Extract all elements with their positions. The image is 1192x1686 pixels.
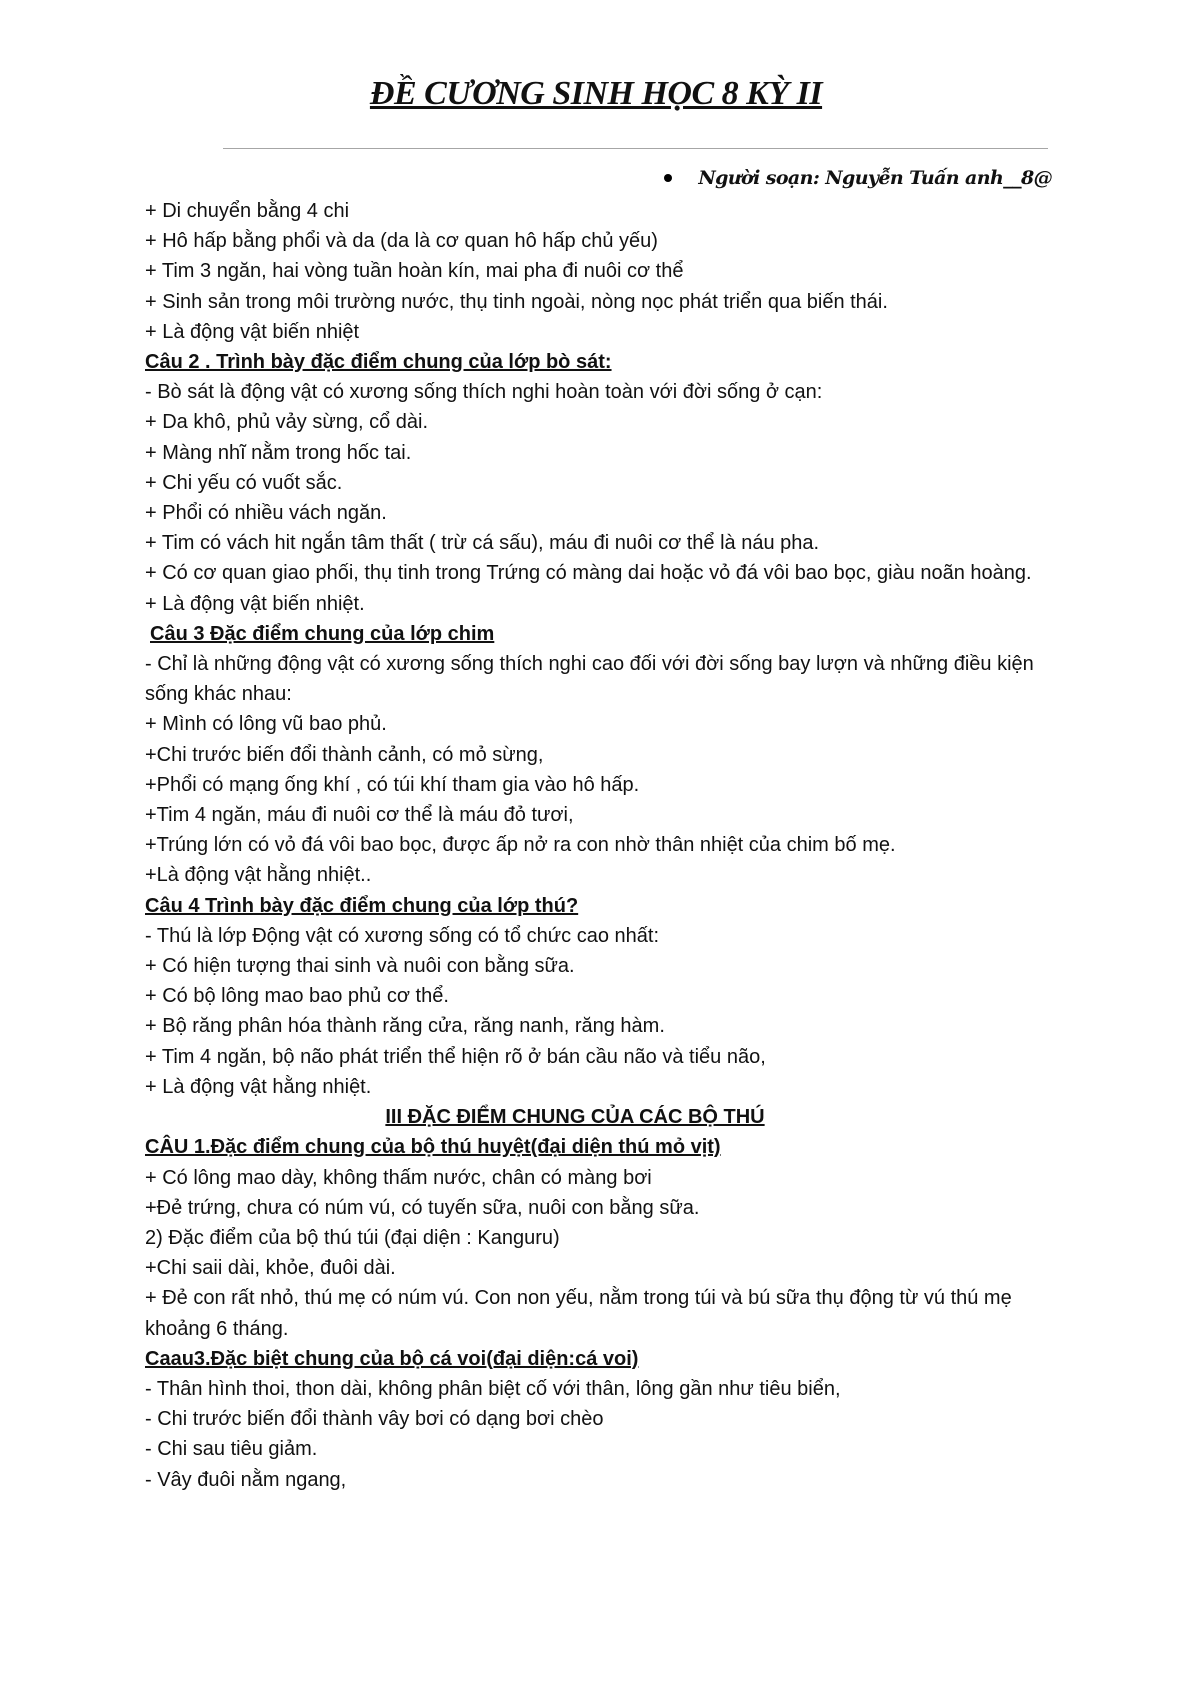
body-line: + Chi yếu có vuốt sắc.	[145, 471, 343, 494]
body-line: - Bò sát là động vật có xương sống thích nghi hoàn toàn với đời sống ở cạn:	[145, 381, 823, 404]
body-line: + Di chuyển bằng 4 chi	[145, 200, 350, 222]
body-line: +Chi trước biến đổi thành cảnh, có mỏ sừng,	[145, 743, 544, 766]
body-line: + Da khô, phủ vảy sừng, cổ dài.	[145, 411, 428, 434]
section-heading: Câu 2 . Trình bày đặc điểm chung của lớp bò sát:	[145, 351, 612, 374]
body-line: +Tim 4 ngăn, máu đi nuôi cơ thể là máu đỏ tươi,	[145, 804, 574, 827]
document-title: ĐỀ CƯƠNG SINH HỌC 8 KỲ II	[369, 75, 823, 112]
body-line: + Có hiện tượng thai sinh và nuôi con bằng sữa.	[145, 955, 575, 978]
body-line: + Có bộ lông mao bao phủ cơ thể.	[145, 985, 449, 1008]
author-text: Người soạn: Nguyễn Tuấn anh__8@	[698, 167, 1052, 189]
body-paragraph: - Chỉ là những động vật có xương sống thích nghi cao đối với đời sống bay lượn và những điều kiện sống khác nhau:	[145, 653, 1034, 706]
section-heading: Caau3.Đặc biệt chung của bộ cá voi(đại diện:cá voi)	[145, 1347, 639, 1370]
body-line: + Tim có vách hit ngắn tâm thất ( trừ cá sấu), máu đi nuôi cơ thể là náu pha.	[145, 532, 820, 555]
body-line: 2) Đặc điểm của bộ thú túi (đại diện : Kanguru)	[145, 1226, 560, 1249]
body-line: + Tim 3 ngăn, hai vòng tuần hoàn kín, mai pha đi nuôi cơ thể	[145, 260, 684, 283]
body-line: + Hô hấp bằng phổi và da (da là cơ quan hô hấp chủ yếu)	[145, 230, 658, 253]
bullet-icon	[664, 174, 672, 182]
body-line: + Có lông mao dày, không thấm nước, chân có màng bơi	[145, 1166, 652, 1189]
body-line: +Phổi có mạng ống khí , có túi khí tham gia vào hô hấp.	[145, 773, 640, 796]
author-line	[664, 163, 1052, 193]
body-line: - Thú là lớp Động vật có xương sống có tổ chức cao nhất:	[145, 924, 660, 947]
section-heading: Câu 3 Đặc điểm chung của lớp chim	[150, 622, 495, 645]
body-line: - Chi sau tiêu giảm.	[145, 1438, 318, 1461]
body-line: +Trúng lớn có vỏ đá vôi bao bọc, được ấp nở ra con nhờ thân nhiệt của chim bố mẹ.	[145, 834, 896, 857]
body-paragraph: + Đẻ con rất nhỏ, thú mẹ có núm vú. Con non yếu, nằm trong túi và bú sữa thụ động từ vú thú mẹ khoảng 6 tháng.	[145, 1287, 1012, 1340]
body-line: + Là động vật hằng nhiệt.	[145, 1075, 372, 1098]
body-line: + Màng nhĩ nằm trong hốc tai.	[145, 441, 412, 464]
body-line: +Đẻ trứng, chưa có núm vú, có tuyến sữa, nuôi con bằng sữa.	[145, 1196, 700, 1219]
body-line: +Chi saii dài, khỏe, đuôi dài.	[145, 1257, 396, 1280]
body-line: +Là động vật hằng nhiệt..	[145, 864, 372, 887]
body-line: + Phổi có nhiều vách ngăn.	[145, 502, 387, 525]
body-line: - Vây đuôi nằm ngang,	[145, 1468, 347, 1491]
body-line: - Chi trước biến đổi thành vây bơi có dạng bơi chèo	[145, 1408, 604, 1431]
body-line: + Tim 4 ngăn, bộ não phát triển thể hiện rõ ở bán cầu não và tiểu não,	[145, 1045, 766, 1068]
body-line: + Sinh sản trong môi trường nước, thụ tinh ngoài, nòng nọc phát triển qua biến thái.	[145, 290, 888, 313]
body-line: + Là động vật biến nhiệt	[145, 320, 360, 343]
body-line: + Mình có lông vũ bao phủ.	[145, 713, 387, 736]
body-line: + Là động vật biến nhiệt.	[145, 592, 365, 615]
part-heading: III ĐẶC ĐIỂM CHUNG CỦA CÁC BỘ THÚ	[385, 1106, 765, 1129]
body-line: - Thân hình thoi, thon dài, không phân biệt cố với thân, lông gần như tiêu biển,	[145, 1377, 841, 1400]
body-paragraph: + Có cơ quan giao phối, thụ tinh trong Trứng có màng dai hoặc vỏ đá vôi bao bọc, giàu noãn hoàng.	[145, 562, 1032, 585]
section-heading: Câu 4 Trình bày đặc điểm chung của lớp thú?	[145, 894, 579, 917]
section-heading: CÂU 1.Đặc điểm chung của bộ thú huyệt(đại diện thú mỏ vịt)	[145, 1136, 721, 1159]
body-line: + Bộ răng phân hóa thành răng cửa, răng nanh, răng hàm.	[145, 1015, 665, 1038]
document-body	[145, 196, 1065, 1495]
title-divider	[223, 148, 1048, 149]
